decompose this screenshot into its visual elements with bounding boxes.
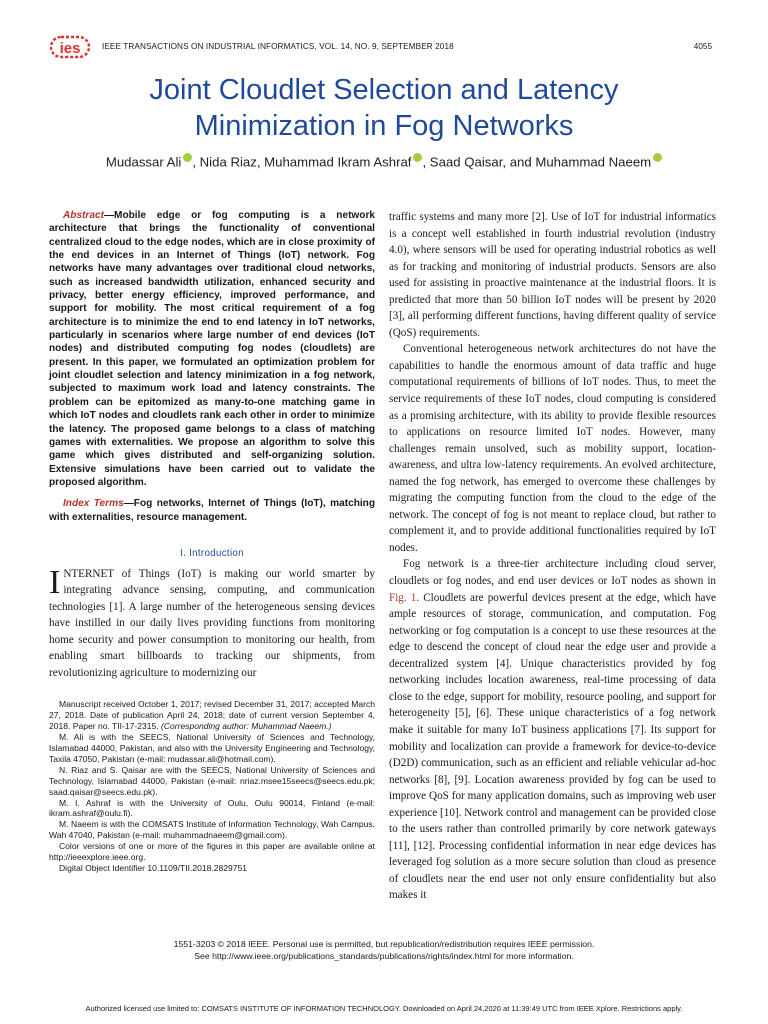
paragraph-text: . Cloudlets are powerful devices present at the edge, which have ample resources of storage, communication, and computation. Fog networking or fog computation is a concept to use these resources at the edge to descend the concept of cloud near the edge user and provide a decentralized system [4]. Unique characteristics provided by fog networking includes location awareness, real-time processing of data close to the edge, support for mobility, resource pooling, and support for heterogeneity [5], [6]. These unique characteristics of a fog network make it suitable for many IoT business applications [7]. Its support for mobility and localization can provide a framework for device-to-device (D2D) communication, such as an efficient and reliable vehicular ad-hoc networks [8], [9]. Location awareness provided by fog can be used to improve QoS for many application domains, such as improving web user experience [10]. Network control and management can be provided close to the users rather than controlled primarily by core network gateways [11], [12]. Processing confidential information in near edge devices has leveraged fog solution as a more secure solution than cloud as presence of cloudlets near the end user not only ensure confidentiality but also makes it	[389, 591, 716, 902]
footnote-affiliation: M. Ali is with the SEECS, National University of Sciences and Technology, Islamabad 44000, Pakistan, and also with the University Engineering and Technology, Taxila 47050, Pakistan (e-mail: mudassar.ali@hotmail.com).	[49, 732, 375, 764]
ies-society-logo	[50, 34, 90, 60]
author-list	[40, 152, 728, 169]
corresponding-author: (Corresponding author: Muhammad Naeem.)	[160, 721, 332, 732]
section-heading: I. Introduction	[180, 547, 244, 559]
author-names: , Nida Riaz, Muhammad Ikram Ashraf	[192, 154, 412, 170]
right-column	[389, 209, 716, 904]
journal-line: IEEE TRANSACTIONS ON INDUSTRIAL INFORMATICS, VOL. 14, NO. 9, SEPTEMBER 2018	[102, 42, 454, 51]
footnote-manuscript	[49, 699, 375, 732]
figure-link[interactable]: Fig. 1	[389, 591, 417, 604]
body-paragraph: Conventional heterogeneous network architectures do not have the capabilities to handle the enormous amount of data traffic and huge computational requirements of billions of IoT nodes. Thus, to meet the service requirements of these IoT nodes, cloud computing is considered as a promising architecture, with its ability to provide flexible resources to applications on resource limited IoT nodes. However, many challenges remain unsolved, such as mobility support, location-awareness, and ultra low-latency requirements. An evolved architecture, named the fog network, has emerged to overcome these challenges by migrating the computing function from the cloud to the edge of the network. The concept of fog is not meant to replace cloud, but rather to complement it, and to provide additional functionalities required by IoT nodes.	[389, 343, 716, 554]
footnote-affiliation: M. I. Ashraf is with the University of Oulu, Oulu 90014, Finland (e-mail: ikram.ashraf@oulu.fi).	[49, 797, 375, 819]
rights-url-line[interactable]: See http://www.ieee.org/publications_standards/publications/rights/index.html for more information.	[194, 951, 574, 962]
orcid-icon[interactable]	[183, 153, 192, 162]
author-names: , Saad Qaisar, and Muhammad Naeem	[422, 154, 652, 170]
intro-paragraph	[49, 563, 375, 682]
intro-text: NTERNET of Things (IoT) is making our world smarter by integrating advance sensing, computing, and communication technologies [1]. A large number of the heterogeneous sensing devices have instilled in our daily lives providing functions from monitoring home security and power consumption to monitoring our health, from enabling smart billboards to tracking our shipments, from revolutionizing agriculture to modernizing our	[49, 567, 375, 679]
orcid-icon[interactable]	[653, 153, 662, 162]
index-terms	[49, 497, 375, 524]
paragraph-text: Fog network is a three-tier architecture including cloud server, cloudlets or fog nodes, and end user devices or IoT nodes as shown in	[389, 558, 716, 588]
index-terms-label: Index Terms	[63, 498, 124, 510]
body-paragraph: traffic systems and many more [2]. Use of IoT for industrial informatics is a concept well established in fourth industrial revolution (industry 4.0), where sensors will be used for operating industrial robotics as well as for tracking and monitoring of industrial products. Sensors are also used for assisting in proactive maintenance at the industrial floors. It is predicted that more than 50 billion IoT nodes will be present by 2020 [3], all performing different functions, having different quality of service (QoS) requirements.	[389, 211, 716, 339]
footnote-affiliation: M. Naeem is with the COMSATS Institute of Information Technology, Wah Campus, Wah 47040, Pakistan (e-mail: muhammadnaeem@gmail.com).	[49, 819, 375, 841]
left-column	[49, 209, 375, 874]
running-header	[50, 38, 712, 58]
page-number: 4055	[693, 42, 712, 51]
abstract	[49, 209, 375, 489]
footnote-doi: Digital Object Identifier 10.1109/TII.2018.2829751	[59, 863, 247, 873]
title-line-2: Minimization in Fog Networks	[194, 110, 574, 142]
footnote-color: Color versions of one or more of the figures in this paper are available online at http://ieeexplore.ieee.org.	[49, 841, 375, 863]
abstract-text: —Mobile edge or fog computing is a network architecture that brings the functionality of conventional centralized cloud to the edge nodes, which are in close proximity of the end devices in an Internet of Things (IoT) network. Fog networks have many advantages over traditional cloud networks, such as increased bandwidth utilization, enhanced security and privacy, better energy efficiency, improved performance, and support for mobility. The most critical requirement of a fog architecture is to minimize the end to end latency in IoT networks, particularly in scenarios where large number of end devices (IoT nodes) and distributed computing fog nodes (cloudlets) are present. In this paper, we formulated an optimization problem for joint cloudlet selection and latency minimization in a fog network, subjected to maximum work load and latency constraints. The problem can be epitomized as many-to-one matching game in which IoT nodes and cloudlets rank each other in order to minimize the latency. The proposed game belongs to a class of matching games with externalities. We propose an algorithm to solve this game which gives distributed and self-organizing solution. Extensive simulations have been carried out to validate the proposed algorithm.	[49, 210, 375, 488]
copyright-line: 1551-3203 © 2018 IEEE. Personal use is permitted, but republication/redistribution requires IEEE permission.	[173, 939, 595, 949]
title-line-1: Joint Cloudlet Selection and Latency	[149, 74, 619, 106]
copyright-notice	[60, 938, 708, 963]
body-paragraph	[389, 556, 716, 903]
footnote-affiliation: N. Riaz and S. Qaisar are with the SEECS, National University of Sciences and Technology, Islamabad 44000, Pakistan (e-mail: nriaz.msee15seecs@seecs.edu.pk; saad.qaisar@seecs.edu.pk).	[49, 764, 375, 797]
logo-text: ies	[59, 40, 81, 57]
manuscript-dates: Manuscript received October 1, 2017; revised December 31, 2017; accepted March 27, 2018. Date of publication April 24, 2018; date of current version September 4, 2018. Paper no. TII-17-2315.	[49, 699, 375, 732]
paper-title	[60, 72, 708, 144]
author-name: Mudassar Ali	[105, 154, 182, 170]
license-footer: Authorized licensed use limited to: COMSATS INSTITUTE OF INFORMATION TECHNOLOGY. Downloaded on April 24,2020 at 11:39:49 UTC from IEEE Xplore. Restrictions apply.	[85, 1004, 683, 1013]
index-terms-text: —Fog networks, Internet of Things (IoT), matching with externalities, resource management.	[49, 498, 376, 523]
author-footnote	[49, 699, 375, 874]
drop-cap: I	[49, 563, 61, 601]
abstract-label: Abstract	[63, 210, 104, 221]
